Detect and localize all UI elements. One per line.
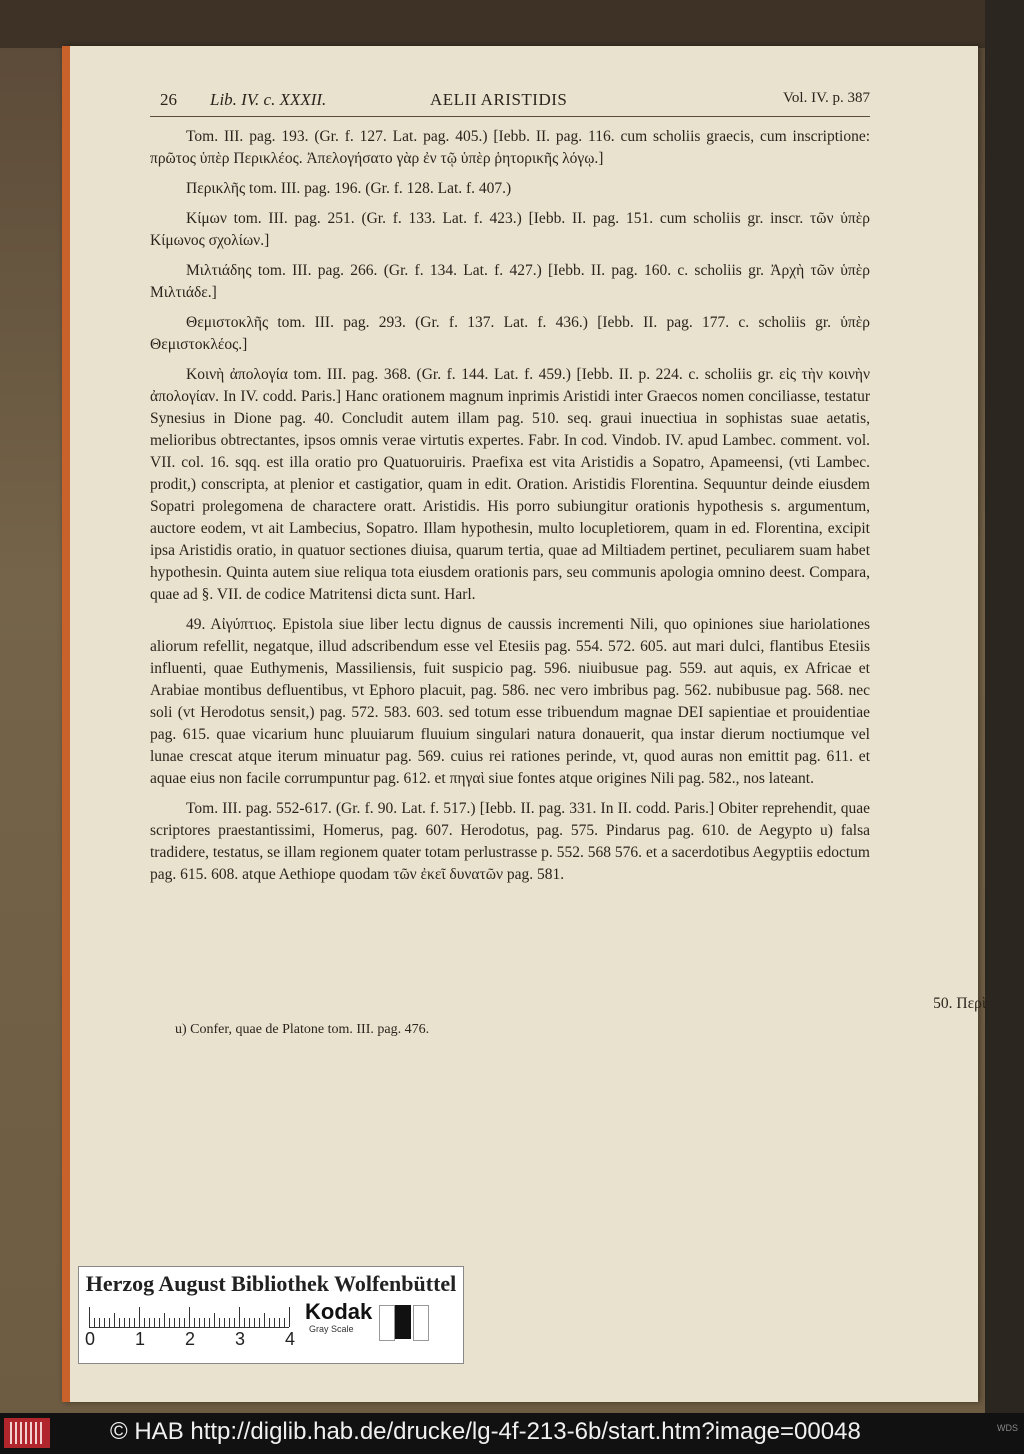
paragraph-pericles: Περικλῆς tom. III. pag. 196. (Gr. f. 128. Lat. f. 407.) [186, 180, 512, 197]
ruler-tick [264, 1313, 265, 1327]
ruler-tick [204, 1318, 205, 1327]
ruler-tick [189, 1307, 190, 1327]
ruler-tick [214, 1313, 215, 1327]
ruler-tick [244, 1318, 245, 1327]
ruler-number: 4 [285, 1329, 296, 1349]
paragraph-themistocles: Θεμιστοκλῆς tom. III. pag. 293. (Gr. f. 137. Lat. f. 436.) [Iebb. II. pag. 177. c. scholiis gr. ὑπὲρ Θεμιστοκλέος.] [150, 314, 870, 353]
hab-logo-icon [4, 1418, 50, 1448]
page-number: 26 [160, 90, 177, 109]
ruler-tick [144, 1318, 145, 1327]
gray-scale-label: Gray Scale [309, 1324, 354, 1334]
ruler-tick [254, 1318, 255, 1327]
ruler-tick [124, 1318, 125, 1327]
footnote: u) Confer, quae de Platone tom. III. pag. 476. [175, 1022, 430, 1037]
ruler-tick [164, 1313, 165, 1327]
copyright-url: © HAB http://diglib.hab.de/drucke/lg-4f-213-6b/start.htm?image=00048 [110, 1418, 861, 1445]
ruler-tick [284, 1318, 285, 1327]
ruler-tick [129, 1318, 130, 1327]
ruler-tick [249, 1318, 250, 1327]
paragraph-tom-iii-193: Tom. III. pag. 193. (Gr. f. 127. Lat. pag. 405.) [Iebb. II. pag. 116. cum scholiis graecis, cum inscriptione: πρῶτος ὑπὲρ Περικλέος. Ἀπελογήσατο γὰρ ἐν τῷ ὑπὲρ ῥητορικῆς λόγῳ.] [150, 128, 870, 167]
volume-reference: Vol. IV. p. 387 [783, 90, 870, 106]
ruler-tick [94, 1318, 95, 1327]
ruler-number: 0 [85, 1329, 96, 1349]
scan-background-top [0, 0, 1024, 48]
ruler-number: 2 [185, 1329, 196, 1349]
ruler-number: 1 [135, 1329, 146, 1349]
ruler-numbers [85, 1329, 345, 1353]
ruler-tick [109, 1318, 110, 1327]
paragraph-tom-iii-552: Tom. III. pag. 552-617. (Gr. f. 90. Lat. f. 517.) [Iebb. II. pag. 331. In II. codd. Paris.] Obiter reprehendit, quae scriptores praestantissimi, Homerus, pag. 607. Herodotus, pag. 575. Pindarus pag. 610. de Aegypto u) falsa tradidere, testatus, se illam regionem quater totam perlustrasse p. 552. 568 576. et a sacerdotibus Aegyptiis edoctum pag. 615. 608. atque Aethiope quodam τῶν ἐκεῖ δυνατῶν pag. 581. [150, 800, 870, 883]
ruler-tick [289, 1307, 290, 1327]
gray-scale-swatches [379, 1305, 429, 1339]
ruler-tick [229, 1318, 230, 1327]
running-title: AELII ARISTIDIS [430, 90, 568, 109]
header-rule [150, 116, 870, 117]
ruler-tick [139, 1307, 140, 1327]
ruler-tick [99, 1318, 100, 1327]
ruler-tick [159, 1318, 160, 1327]
ruler-tick [149, 1318, 150, 1327]
catchword: 50. Περὶ [933, 995, 986, 1012]
library-color-card [78, 1266, 464, 1364]
ruler-tick [234, 1318, 235, 1327]
page-body [150, 126, 870, 894]
ruler-tick [119, 1318, 120, 1327]
ruler-tick [134, 1318, 135, 1327]
ruler-tick [114, 1313, 115, 1327]
ruler-tick [154, 1318, 155, 1327]
white-swatch [379, 1305, 395, 1341]
ruler-tick [209, 1318, 210, 1327]
ruler-tick [194, 1318, 195, 1327]
black-swatch [395, 1305, 411, 1339]
paragraph-aegyptius: 49. Αἰγύπτιος. Epistola siue liber lectu dignus de caussis incrementi Nili, quo opiniones siue hariolationes aliorum refellit, negatque, illud adscribendum esse vel Etesiis pag. 554. 572. 605. aut mari dulci, flantibus Etesiis influenti, quae Euthymenis, Massiliensis, fuit suspicio pag. 596. niuibusue pag. 559. aut aquis, ex Africae et Arabiae montibus defluentibus, vt Ephoro placuit, pag. 586. nec vero imbribus pag. 562. nubibusue pag. 568. nec soli (vt Herodotus sensit,) pag. 572. 583. 603. sed totum esse tribuendum magnae DEI sapientiae et prouidentiae pag. 615. quae vicarium hunc pluuiarum fluuium singulari natura donauerit, qua instar dierum noctiumque vel lunae crescat atque iterum minuatur pag. 569. cuius rei rationes perinde, vt, quod auras non emittit pag. 611. et aquae eius non facile corrumpuntur pag. 612. et πηγαὶ siue fontes atque origines Nili pag. 582., nos lateant. [150, 616, 870, 787]
paragraph-cimon: Κίμων tom. III. pag. 251. (Gr. f. 133. Lat. f. 423.) [Iebb. II. pag. 151. cum scholiis gr. inscr. τῶν ὑπὲρ Κίμωνος σχολίων.] [150, 210, 870, 249]
ruler-tick [179, 1318, 180, 1327]
white-swatch [413, 1305, 429, 1341]
ruler-tick [104, 1318, 105, 1327]
kodak-logo: Kodak [305, 1299, 373, 1324]
corner-mark: WDS [997, 1423, 1018, 1433]
ruler-tick [269, 1318, 270, 1327]
ruler-number: 3 [235, 1329, 246, 1349]
footer-bar [0, 1413, 1024, 1454]
ruler-tick [274, 1318, 275, 1327]
ruler-tick [279, 1318, 280, 1327]
ruler-tick [224, 1318, 225, 1327]
paragraph-miltiades: Μιλτιάδης tom. III. pag. 266. (Gr. f. 134. Lat. f. 427.) [Iebb. II. pag. 160. c. scholiis gr. Ἀρχὴ τῶν ὑπὲρ Μιλτιάδε.] [150, 262, 870, 301]
ruler-tick [89, 1307, 90, 1327]
running-header [150, 90, 870, 114]
ruler-tick [174, 1318, 175, 1327]
measurement-ruler [89, 1305, 289, 1328]
paragraph-koine-apologia: Κοινὴ ἀπολογία tom. III. pag. 368. (Gr. f. 144. Lat. f. 459.) [Iebb. II. p. 224. c. scholiis gr. εἰς τὴν κοινὴν ἀπολογίαν. In IV. codd. Paris.] Hanc orationem magnum inprimis Aristidi inter Graecos nomen conciliasse, testatur Synesius in Dione pag. 40. Concludit autem illam pag. 510. seq. graui inuectiua in sophistas suae aetatis, melioribus obtrectantes, ipsos omnis verae virtutis expertes. Fabr. In cod. Vindob. IV. apud Lambec. comment. vol. VII. col. 16. sqq. est illa oratio pro Quatuoruiris. Praefixa est vita Aristidis a Sopatro, Apameensi, (vti Lambec. prodit,) conscripta, at plenior et castigatior, quam in edit. Oration. Aristidis Florentina. Sequuntur deinde eiusdem Sopatri prolegomena de charactere oratt. Aristidis. His porro subiungitur orationis hypothesis s. argumentum, auctore eodem, vt ait Lambecius, Sopatro. Illam hypothesin, multo locupletiorem, quam in ed. Florentina, excipit ipsa Aristidis oratio, in quatuor sectiones diuisa, quarum tertia, quae ad Miltiadem pertinet, peculiarem suam habet hypothesin. Quinta autem siue reliqua tota eiusdem orationis pars, seu communis apologia omnino deest. Compara, quae ad §. VII. de codice Matritensi dicta sunt. Harl. [150, 366, 870, 603]
ruler-tick [259, 1318, 260, 1327]
library-name: Herzog August Bibliothek Wolfenbüttel [85, 1271, 457, 1296]
chapter-reference: Lib. IV. c. XXXII. [210, 90, 327, 109]
ruler-tick [199, 1318, 200, 1327]
ruler-tick [239, 1307, 240, 1327]
ruler-tick [219, 1318, 220, 1327]
ruler-tick [169, 1318, 170, 1327]
scan-background-right [985, 0, 1024, 1454]
ruler-tick [184, 1318, 185, 1327]
